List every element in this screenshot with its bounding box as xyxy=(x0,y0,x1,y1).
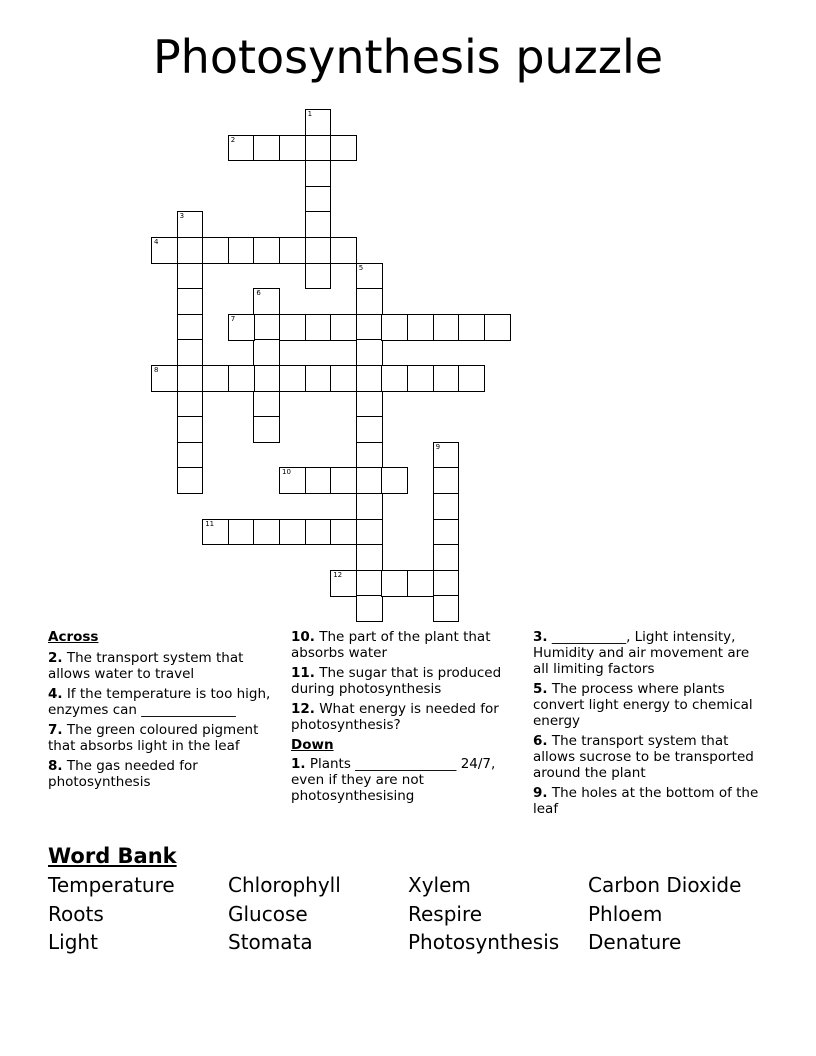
grid-cell[interactable] xyxy=(253,365,280,392)
clue-number: 10 xyxy=(282,468,291,477)
clue-item xyxy=(533,785,765,817)
across-clue-list xyxy=(48,650,280,790)
clue-number: 3 xyxy=(179,212,185,221)
grid-cell[interactable] xyxy=(305,135,332,162)
grid-cell[interactable] xyxy=(253,288,280,315)
grid-cell[interactable] xyxy=(356,288,383,315)
grid-cell[interactable] xyxy=(356,416,383,443)
clue-item xyxy=(533,733,765,781)
clue-item-text: The process where plants convert light energy to chemical energy xyxy=(533,681,753,729)
grid-cell[interactable] xyxy=(305,160,332,187)
page-title: Photosynthesis puzzle xyxy=(152,30,664,84)
grid-cell[interactable] xyxy=(305,109,332,136)
clue-item-text: Plants _______________ 24/7, even if they are not photosynthesising xyxy=(291,756,496,804)
word-bank-item: Phloem xyxy=(588,901,663,926)
clue-item-number: 4. xyxy=(48,686,63,702)
grid-cell[interactable] xyxy=(177,288,204,315)
down-clue-list-continued xyxy=(533,629,765,817)
clue-item-text: If the temperature is too high, enzymes can ______________ xyxy=(48,686,271,718)
clue-item-text: The transport system that allows water to travel xyxy=(48,650,244,682)
grid-cell[interactable] xyxy=(433,314,460,341)
grid-cell[interactable] xyxy=(356,467,383,494)
grid-cell[interactable] xyxy=(253,519,280,546)
grid-cell[interactable] xyxy=(228,237,255,264)
grid-cell[interactable] xyxy=(356,544,383,571)
clue-item-text: The part of the plant that absorbs water xyxy=(291,629,491,661)
grid-cell[interactable] xyxy=(279,135,306,162)
clue-item xyxy=(291,701,523,733)
grid-cell[interactable] xyxy=(305,211,332,238)
clue-number: 1 xyxy=(307,110,313,118)
clue-item-number: 3. xyxy=(533,629,548,645)
word-bank-item: Glucose xyxy=(228,901,308,926)
grid-cell[interactable] xyxy=(330,135,357,162)
grid-cell[interactable] xyxy=(356,391,383,418)
grid-cell[interactable] xyxy=(177,339,204,366)
grid-cell[interactable] xyxy=(407,570,434,597)
grid-cell[interactable] xyxy=(458,314,485,341)
clue-item xyxy=(48,722,280,754)
word-bank-item: Respire xyxy=(408,901,483,926)
down-heading: Down xyxy=(291,737,334,753)
grid-cell[interactable] xyxy=(177,263,204,290)
grid-cell[interactable] xyxy=(356,263,383,290)
grid-cell[interactable] xyxy=(253,237,280,264)
grid-cell[interactable] xyxy=(433,467,460,494)
grid-cell[interactable] xyxy=(253,391,280,418)
clue-number: 5 xyxy=(358,263,364,272)
grid-cell[interactable] xyxy=(177,416,204,443)
clue-number: 12 xyxy=(333,570,343,579)
grid-cell[interactable] xyxy=(381,365,408,392)
grid-cell[interactable] xyxy=(381,314,408,341)
grid-cell[interactable] xyxy=(356,365,383,392)
clue-item-number: 6. xyxy=(533,733,548,749)
grid-cell[interactable] xyxy=(177,442,204,469)
grid-cell[interactable] xyxy=(279,314,306,341)
grid-cell[interactable] xyxy=(458,365,485,392)
grid-cell[interactable] xyxy=(177,314,204,341)
grid-cell[interactable] xyxy=(151,237,178,264)
grid-cell[interactable] xyxy=(356,519,383,546)
across-clue-list-continued xyxy=(291,629,523,733)
word-bank-item: Denature xyxy=(588,930,682,954)
grid-cell[interactable] xyxy=(305,314,332,341)
down-clue-list xyxy=(291,756,523,804)
word-bank-item: Photosynthesis xyxy=(408,930,560,954)
clue-item xyxy=(291,629,523,661)
grid-cell[interactable] xyxy=(433,442,460,469)
clue-item-text: The holes at the bottom of the leaf xyxy=(533,785,759,817)
word-bank-item: Stomata xyxy=(228,930,313,954)
clue-item-number: 8. xyxy=(48,758,63,774)
grid-cell[interactable] xyxy=(305,186,332,213)
grid-cell[interactable] xyxy=(228,365,255,392)
grid-cell[interactable] xyxy=(330,314,357,341)
grid-cell[interactable] xyxy=(279,365,306,392)
grid-cell[interactable] xyxy=(381,467,408,494)
grid-cell[interactable] xyxy=(305,519,332,546)
grid-cell[interactable] xyxy=(202,519,229,546)
grid-cell[interactable] xyxy=(305,237,332,264)
grid-cell[interactable] xyxy=(356,595,383,622)
grid-cell[interactable] xyxy=(279,467,306,494)
grid-cell[interactable] xyxy=(253,416,280,443)
clue-item xyxy=(48,686,280,718)
clue-item-number: 5. xyxy=(533,681,548,697)
grid-cell[interactable] xyxy=(151,365,178,392)
grid-cell[interactable] xyxy=(228,314,255,341)
clue-item-number: 9. xyxy=(533,785,548,801)
clue-number: 8 xyxy=(154,366,159,374)
grid-cell[interactable] xyxy=(433,544,460,571)
clue-item-text: The transport system that allows sucrose to be transported around the plant xyxy=(533,733,754,781)
grid-cell[interactable] xyxy=(407,314,434,341)
clues-column-3 xyxy=(533,629,765,821)
word-bank-item: Roots xyxy=(48,901,104,926)
grid-cell[interactable] xyxy=(330,365,357,392)
grid-cell[interactable] xyxy=(177,211,204,238)
clue-number: 7 xyxy=(230,314,236,323)
grid-cell[interactable] xyxy=(202,237,229,264)
clue-item xyxy=(291,665,523,697)
clue-item xyxy=(533,629,765,677)
clue-item xyxy=(533,681,765,729)
clues-column-2 xyxy=(291,629,523,808)
clue-number: 4 xyxy=(154,238,159,246)
grid-cell[interactable] xyxy=(177,237,204,264)
grid-cell[interactable] xyxy=(279,237,306,264)
clue-item-text: What energy is needed for photosynthesis? xyxy=(291,701,499,733)
grid-cell[interactable] xyxy=(253,135,280,162)
clue-number: 2 xyxy=(230,135,236,144)
word-bank-item: Temperature xyxy=(48,873,175,897)
word-bank xyxy=(48,873,788,955)
clue-number: 11 xyxy=(205,519,215,528)
grid-cell[interactable] xyxy=(356,314,383,341)
grid-cell[interactable] xyxy=(484,314,511,341)
grid-cell[interactable] xyxy=(381,570,408,597)
clue-item-number: 11. xyxy=(291,665,315,681)
clue-item-number: 2. xyxy=(48,650,63,666)
clue-item-number: 7. xyxy=(48,722,63,738)
grid-cell[interactable] xyxy=(356,442,383,469)
clue-item-number: 1. xyxy=(291,756,306,772)
clue-item-text: ___________, Light intensity, Humidity and air movement are all limiting factors xyxy=(533,629,750,677)
grid-cell[interactable] xyxy=(330,237,357,264)
grid-cell[interactable] xyxy=(253,339,280,366)
grid-cell[interactable] xyxy=(202,365,229,392)
word-bank-item: Chlorophyll xyxy=(228,873,341,897)
clue-item xyxy=(291,756,523,804)
clue-number: 9 xyxy=(435,442,441,451)
across-heading: Across xyxy=(48,629,99,645)
grid-cell[interactable] xyxy=(305,467,332,494)
grid-cell[interactable] xyxy=(177,365,204,392)
clue-item-text: The gas needed for photosynthesis xyxy=(48,758,198,790)
grid-cell[interactable] xyxy=(356,493,383,520)
grid-cell[interactable] xyxy=(330,570,357,597)
clue-item-text: The sugar that is produced during photosynthesis xyxy=(291,665,502,697)
clue-item xyxy=(48,758,280,790)
grid-cell[interactable] xyxy=(356,339,383,366)
grid-cell[interactable] xyxy=(433,570,460,597)
grid-cell[interactable] xyxy=(330,467,357,494)
clue-item-text: The green coloured pigment that absorbs light in the leaf xyxy=(48,722,259,754)
clue-item-number: 10. xyxy=(291,629,315,645)
grid-cell[interactable] xyxy=(228,135,255,162)
grid-cell[interactable] xyxy=(279,519,306,546)
clues-column-1 xyxy=(48,629,280,794)
grid-cell[interactable] xyxy=(433,519,460,546)
clue-item-number: 12. xyxy=(291,701,315,717)
word-bank-title: Word Bank xyxy=(48,844,177,868)
clue-number: 6 xyxy=(256,289,261,298)
grid-cell[interactable] xyxy=(433,493,460,520)
grid-cell[interactable] xyxy=(228,519,255,546)
grid-cell[interactable] xyxy=(407,365,434,392)
grid-cell[interactable] xyxy=(305,365,332,392)
grid-cell[interactable] xyxy=(433,365,460,392)
grid-cell[interactable] xyxy=(433,595,460,622)
clue-item xyxy=(48,650,280,682)
grid-cell[interactable] xyxy=(177,467,204,494)
word-bank-item: Xylem xyxy=(408,873,471,897)
grid-cell[interactable] xyxy=(356,570,383,597)
grid-cell[interactable] xyxy=(305,263,332,290)
grid-cell[interactable] xyxy=(330,519,357,546)
grid-cell[interactable] xyxy=(177,391,204,418)
word-bank-item: Carbon Dioxide xyxy=(588,873,742,897)
word-bank-item: Light xyxy=(48,930,98,954)
grid-cell[interactable] xyxy=(253,314,280,341)
